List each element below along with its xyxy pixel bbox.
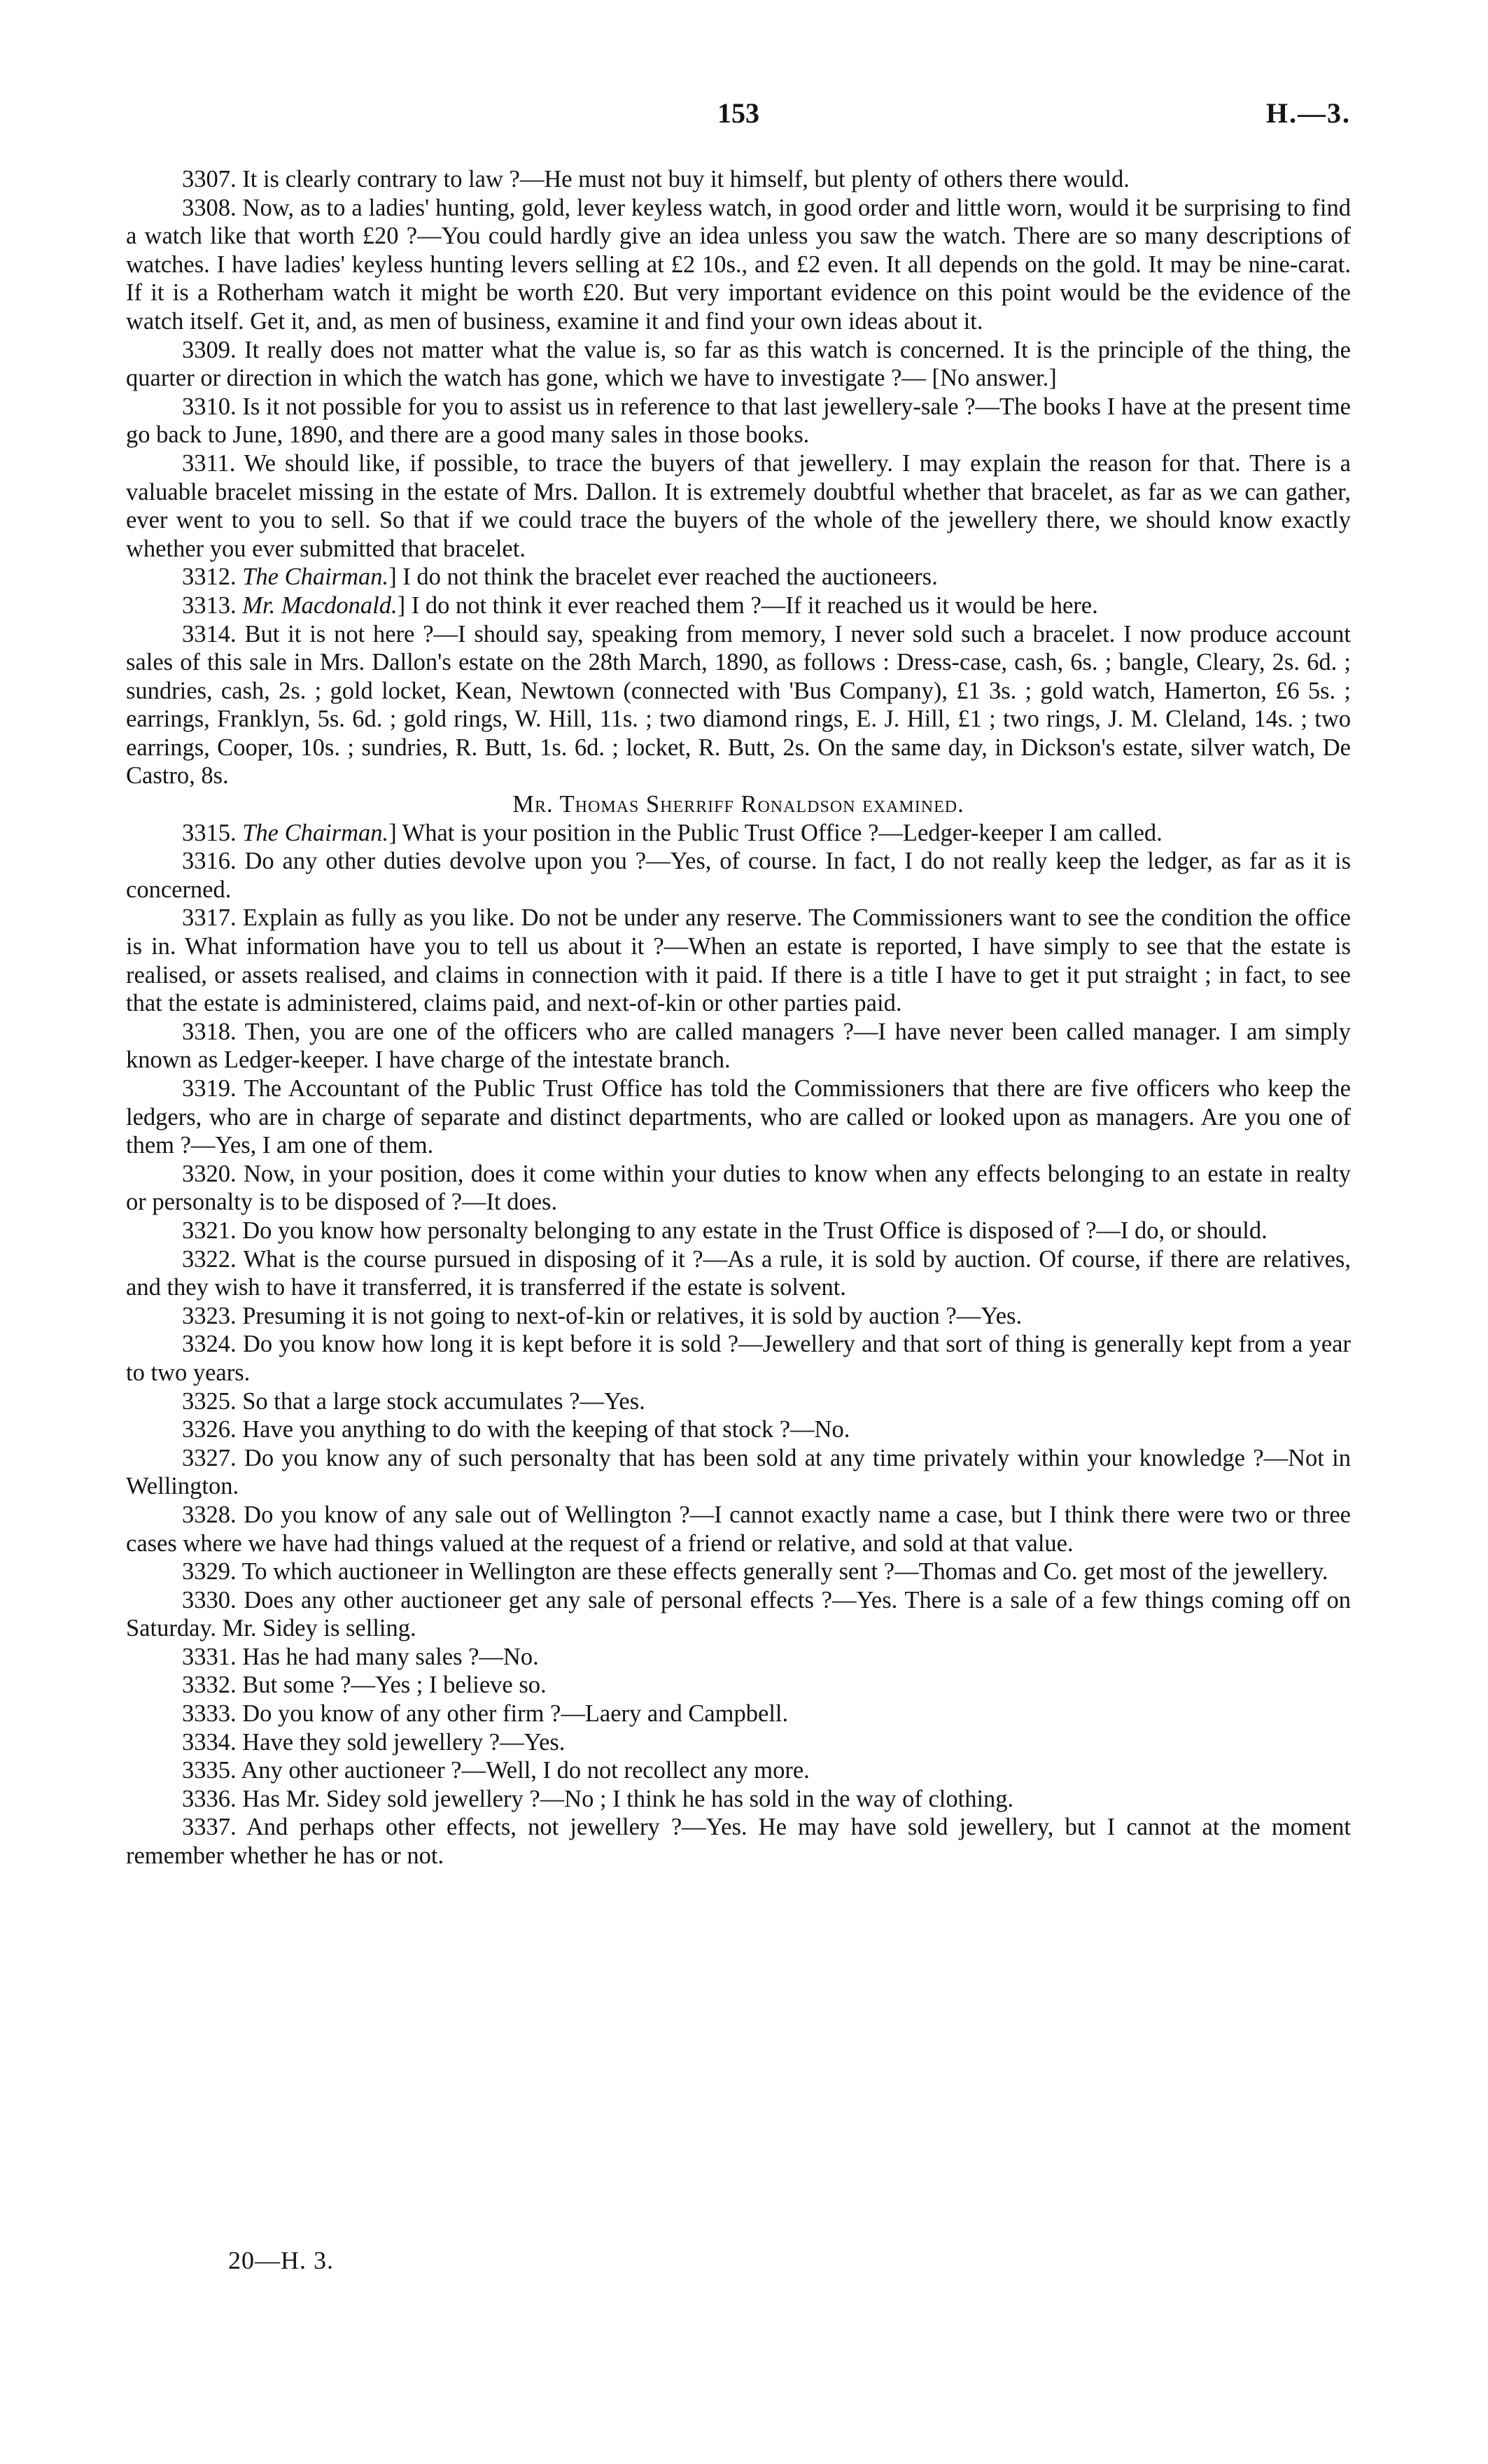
speaker-name: The Chairman. (242, 819, 389, 846)
testimony-part-1 (126, 165, 1351, 790)
question-number: 3315. (182, 819, 237, 846)
testimony-paragraph: 3310. Is it not possible for you to assist us in reference to that last jewellery-sale ?—The books I have at the present time go back to June, 1890, and there are a good many sales in those books. (126, 393, 1351, 449)
testimony-paragraph: 3314. But it is not here ?—I should say, speaking from memory, I never sold such a bracelet. I now produce account sales of this sale in Mrs. Dallon's estate on the 28th March, 1890, as follows : Dress-case, cash, 6s. ; bangle, Cleary, 2s. 6d. ; sundries, cash, 2s. ; gold locket, Kean, Newtown (connected with 'Bus Company), £1 3s. ; gold watch, Hamerton, £6 5s. ; earrings, Franklyn, 5s. 6d. ; gold rings, W. Hill, 11s. ; two diamond rings, E. J. Hill, £1 ; two rings, J. M. Cleland, 14s. ; two earrings, Cooper, 10s. ; sundries, R. Butt, 1s. 6d. ; locket, R. Butt, 2s. On the same day, in Dickson's estate, silver watch, De Castro, 8s. (126, 620, 1351, 790)
testimony-paragraph: 3336. Has Mr. Sidey sold jewellery ?—No ; I think he has sold in the way of clothing. (182, 1785, 1014, 1812)
testimony-paragraph: 3318. Then, you are one of the officers who are called managers ?—I have never been called manager. I am simply known as Ledger-keeper. I have charge of the intestate branch. (126, 1018, 1351, 1074)
testimony-paragraph (126, 563, 1351, 592)
testimony-paragraph: 3321. Do you know how personalty belonging to any estate in the Trust Office is disposed of ?—I do, or should. (182, 1217, 1268, 1244)
testimony-paragraph: 3309. It really does not matter what the value is, so far as this watch is concerned. It is the principle of the thing, the quarter or direction in which the watch has gone, which we have to investigate ?— [No answer.] (126, 336, 1351, 392)
page-body (126, 165, 1351, 1870)
testimony-paragraph: 3322. What is the course pursued in disposing of it ?—As a rule, it is sold by auction. Of course, if there are relatives, and they wish to have it transferred, it is transferred if the estate is solvent. (126, 1245, 1351, 1301)
testimony-paragraph: 3324. Do you know how long it is kept before it is sold ?—Jewellery and that sort of thing is generally kept from a year to two years. (126, 1331, 1351, 1386)
testimony-paragraph: 3326. Have you anything to do with the keeping of that stock ?—No. (182, 1416, 850, 1443)
testimony-paragraph: 3329. To which auctioneer in Wellington are these effects generally sent ?—Thomas and Co. get most of the jewellery. (182, 1558, 1328, 1586)
question-number: 3313. (182, 592, 237, 619)
testimony-paragraph: 3317. Explain as fully as you like. Do not be under any reserve. The Commissioners want to see the condition the office is in. What information have you to tell us about it ?—When an estate is reported, I have simply to see that the estate is realised, or assets realised, and claims in connection with it paid. If there is a title I have to get it put straight ; in fact, to see that the estate is administered, claims paid, and next-of-kin or other parties paid. (126, 904, 1351, 1017)
testimony-part-2 (126, 819, 1351, 1870)
testimony-paragraph: 3320. Now, in your position, does it come within your duties to know when any effects belonging to an estate in realty or personalty is to be disposed of ?—It does. (126, 1160, 1351, 1216)
testimony-paragraph: 3308. Now, as to a ladies' hunting, gold, lever keyless watch, in good order and little worn, would it be surprising to find a watch like that worth £20 ?—You could hardly give an idea unless you saw the watch. There are so many descriptions of watches. I have ladies' keyless hunting levers selling at £2 10s., and £2 even. It all depends on the gold. It may be nine-carat. If it is a Rotherham watch it might be worth £20. But very important evidence on this point would be the evidence of the watch itself. Get it, and, as men of business, examine it and find your own ideas about it. (126, 194, 1351, 335)
document-code: H.—3. (1265, 97, 1351, 129)
section-heading: Mr. Thomas Sherriff Ronaldson examined. (512, 791, 964, 818)
testimony-paragraph: 3319. The Accountant of the Public Trust Office has told the Commissioners that there are five officers who keep the ledgers, who are in charge of separate and distinct departments, who are called or looked upon as managers. Are you one of them ?—Yes, I am one of them. (126, 1075, 1351, 1159)
testimony-paragraph (126, 819, 1351, 848)
testimony-paragraph: 3337. And perhaps other effects, not jewellery ?—Yes. He may have sold jewellery, but I cannot at the moment remember whether he has or not. (126, 1814, 1351, 1870)
speaker-name: The Chairman. (242, 564, 389, 591)
testimony-paragraph: 3331. Has he had many sales ?—No. (182, 1643, 539, 1670)
testimony-paragraph: 3328. Do you know of any sale out of Wellington ?—I cannot exactly name a case, but I think there were two or three cases where we have had things valued at the request of a friend or relative, and sold at that value. (126, 1501, 1351, 1557)
paragraph-text: ] I do not think the bracelet ever reached the auctioneers. (388, 564, 938, 591)
testimony-paragraph: 3311. We should like, if possible, to trace the buyers of that jewellery. I may explain the reason for that. There is a valuable bracelet missing in the estate of Mrs. Dallon. It is extremely doubtful whether that bracelet, as far as we can gather, ever went to you to sell. So that if we could trace the buyers of the whole of the jewellery there, we should know exactly whether you ever submitted that bracelet. (126, 449, 1351, 562)
signature-mark: 20—H. 3. (228, 2246, 334, 2274)
testimony-paragraph: 3330. Does any other auctioneer get any sale of personal effects ?—Yes. There is a sale of a few things coming off on Saturday. Mr. Sidey is selling. (126, 1586, 1351, 1642)
paragraph-text: ] What is your position in the Public Trust Office ?—Ledger-keeper I am called. (388, 819, 1163, 846)
paragraph-text: ] I do not think it ever reached them ?—If it reached us it would be here. (397, 592, 1098, 619)
page-header (126, 97, 1351, 139)
testimony-paragraph: 3307. It is clearly contrary to law ?—He must not buy it himself, but plenty of others there would. (182, 166, 1130, 192)
testimony-paragraph (126, 592, 1351, 620)
page-number: 153 (717, 97, 759, 129)
testimony-paragraph: 3325. So that a large stock accumulates ?—Yes. (182, 1387, 645, 1415)
question-number: 3312. (182, 564, 237, 591)
speaker-name: Mr. Macdonald. (242, 592, 398, 619)
testimony-paragraph: 3323. Presuming it is not going to next-of-kin or relatives, it is sold by auction ?—Yes. (182, 1302, 1023, 1329)
testimony-paragraph: 3335. Any other auctioneer ?—Well, I do not recollect any more. (182, 1757, 810, 1784)
testimony-paragraph: 3316. Do any other duties devolve upon you ?—Yes, of course. In fact, I do not really keep the ledger, as far as it is concerned. (126, 848, 1351, 903)
testimony-paragraph: 3333. Do you know of any other firm ?—Laery and Campbell. (182, 1700, 789, 1728)
testimony-paragraph: 3327. Do you know any of such personalty that has been sold at any time privately within your knowledge ?—Not in Wellington. (126, 1444, 1351, 1500)
testimony-paragraph: 3332. But some ?—Yes ; I believe so. (182, 1672, 547, 1699)
testimony-paragraph: 3334. Have they sold jewellery ?—Yes. (182, 1728, 566, 1756)
